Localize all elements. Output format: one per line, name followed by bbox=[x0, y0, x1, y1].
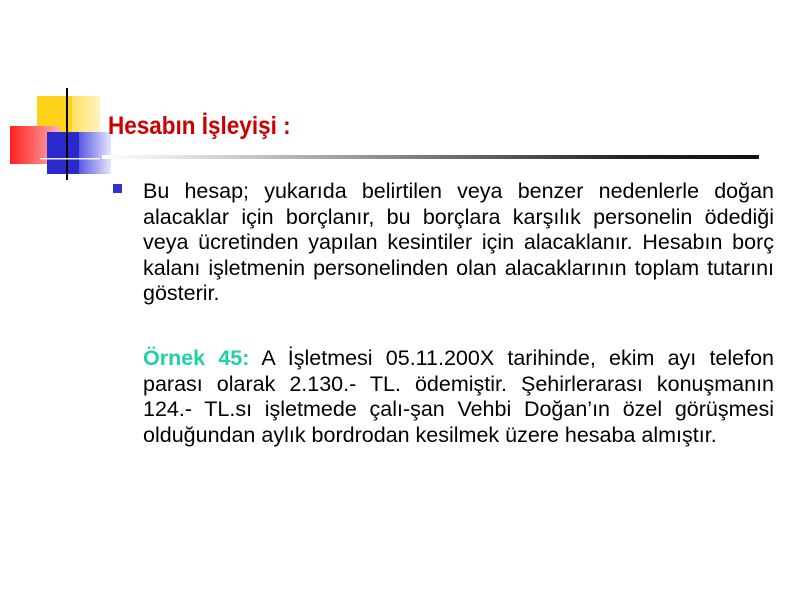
logo-blue-fade bbox=[79, 132, 111, 174]
title-divider bbox=[102, 155, 759, 159]
logo-horizontal-line bbox=[40, 158, 100, 160]
decorative-logo-icon bbox=[0, 0, 120, 190]
logo-yellow-fade bbox=[72, 96, 100, 132]
example-paragraph bbox=[143, 346, 774, 448]
example-label: Örnek 45: bbox=[143, 346, 250, 370]
logo-blue-square bbox=[47, 132, 79, 174]
example-text: A İşletmesi 05.11.200X tarihinde, ekim ayı telefon parası olarak 2.130.- TL. ödemiştir. Şehirlerarası konuşmanın 124.- TL.sı işletmede çalı-şan Vehbi Doğan’ın özel görüşmesi olduğundan aylık bordrodan kesilmek üzere hesaba almıştır. bbox=[143, 346, 774, 447]
slide-title: Hesabın İşleyişi : bbox=[108, 112, 291, 140]
logo-vertical-line bbox=[66, 88, 68, 180]
bullet-paragraph: Bu hesap; yukarıda belirtilen veya benzer nedenlerle doğan alacaklar için borçlanır, bu borçlara karşılık personelin ödediği veya ücretinden yapılan kesintiler için alacaklanır. Hesabın borç kalanı işletmenin personelinden olan alacaklarının toplam tutarını gösterir. bbox=[143, 179, 774, 305]
square-bullet-icon bbox=[113, 184, 122, 193]
